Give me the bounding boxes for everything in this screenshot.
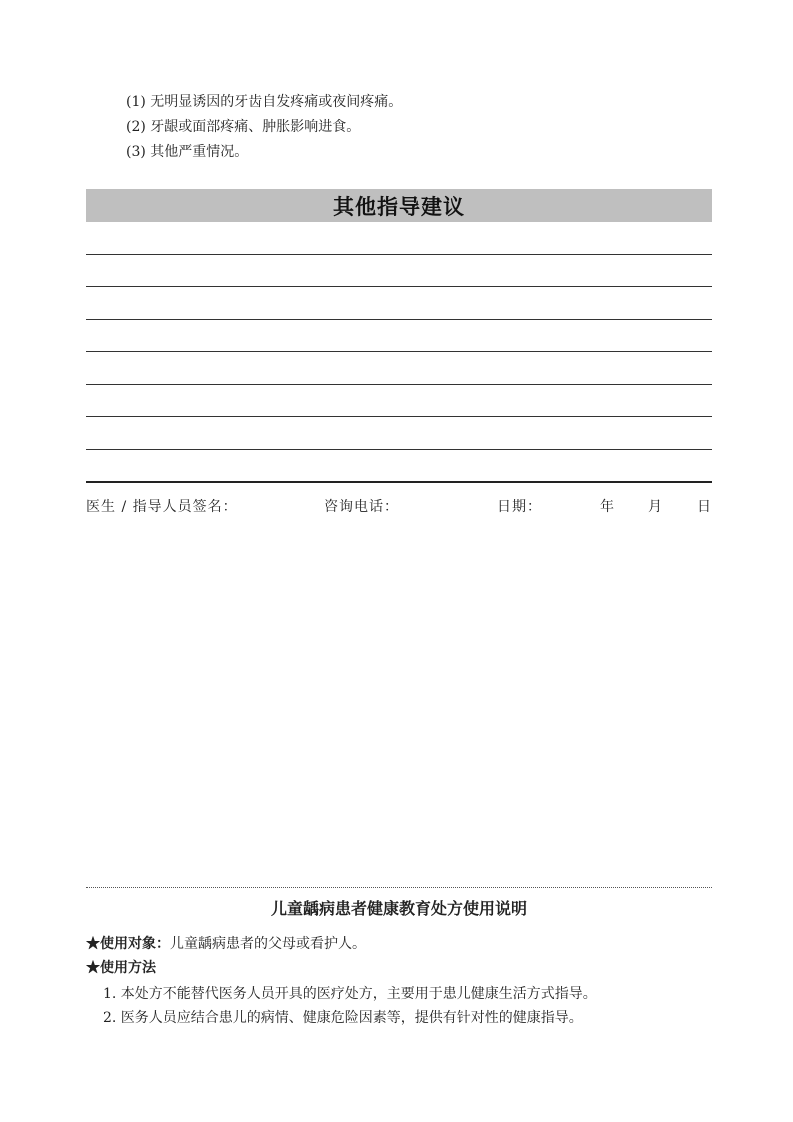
date-label: 日期： xyxy=(497,499,542,515)
writing-line xyxy=(86,449,712,450)
warning-item: (2) 牙龈或面部疼痛、肿胀影响进食。 xyxy=(126,119,361,135)
target-line xyxy=(86,933,366,953)
writing-line xyxy=(86,351,712,352)
section-title: 其他指导建议 xyxy=(333,194,465,219)
target-label: ★使用对象： xyxy=(86,936,170,952)
warning-item: (1) 无明显诱因的牙齿自发疼痛或夜间疼痛。 xyxy=(126,94,403,110)
writing-line xyxy=(86,286,712,287)
method-item: 2. 医务人员应结合患儿的病情、健康危险因素等，提供有针对性的健康指导。 xyxy=(103,1010,583,1026)
warning-list xyxy=(126,90,402,165)
date-month: 月 xyxy=(648,499,663,515)
writing-line xyxy=(86,416,712,417)
writing-line xyxy=(86,254,712,255)
dotted-divider xyxy=(86,887,712,888)
method-label: ★使用方法 xyxy=(86,960,156,976)
date-year: 年 xyxy=(600,499,615,515)
target-text: 儿童龋病患者的父母或看护人。 xyxy=(170,936,366,952)
doctor-signature-label: 医生 / 指导人员签名： xyxy=(86,499,238,515)
date-day: 日 xyxy=(697,499,712,515)
instructions-title: 儿童龋病患者健康教育处方使用说明 xyxy=(270,899,527,918)
writing-line xyxy=(86,319,712,320)
other-guidance-header xyxy=(86,189,712,222)
method-line xyxy=(86,957,156,977)
writing-line-bottom xyxy=(86,481,712,483)
writing-line xyxy=(86,384,712,385)
method-item: 1. 本处方不能替代医务人员开具的医疗处方，主要用于患儿健康生活方式指导。 xyxy=(103,986,597,1002)
phone-label: 咨询电话： xyxy=(324,499,399,515)
warning-item: (3) 其他严重情况。 xyxy=(126,144,249,160)
